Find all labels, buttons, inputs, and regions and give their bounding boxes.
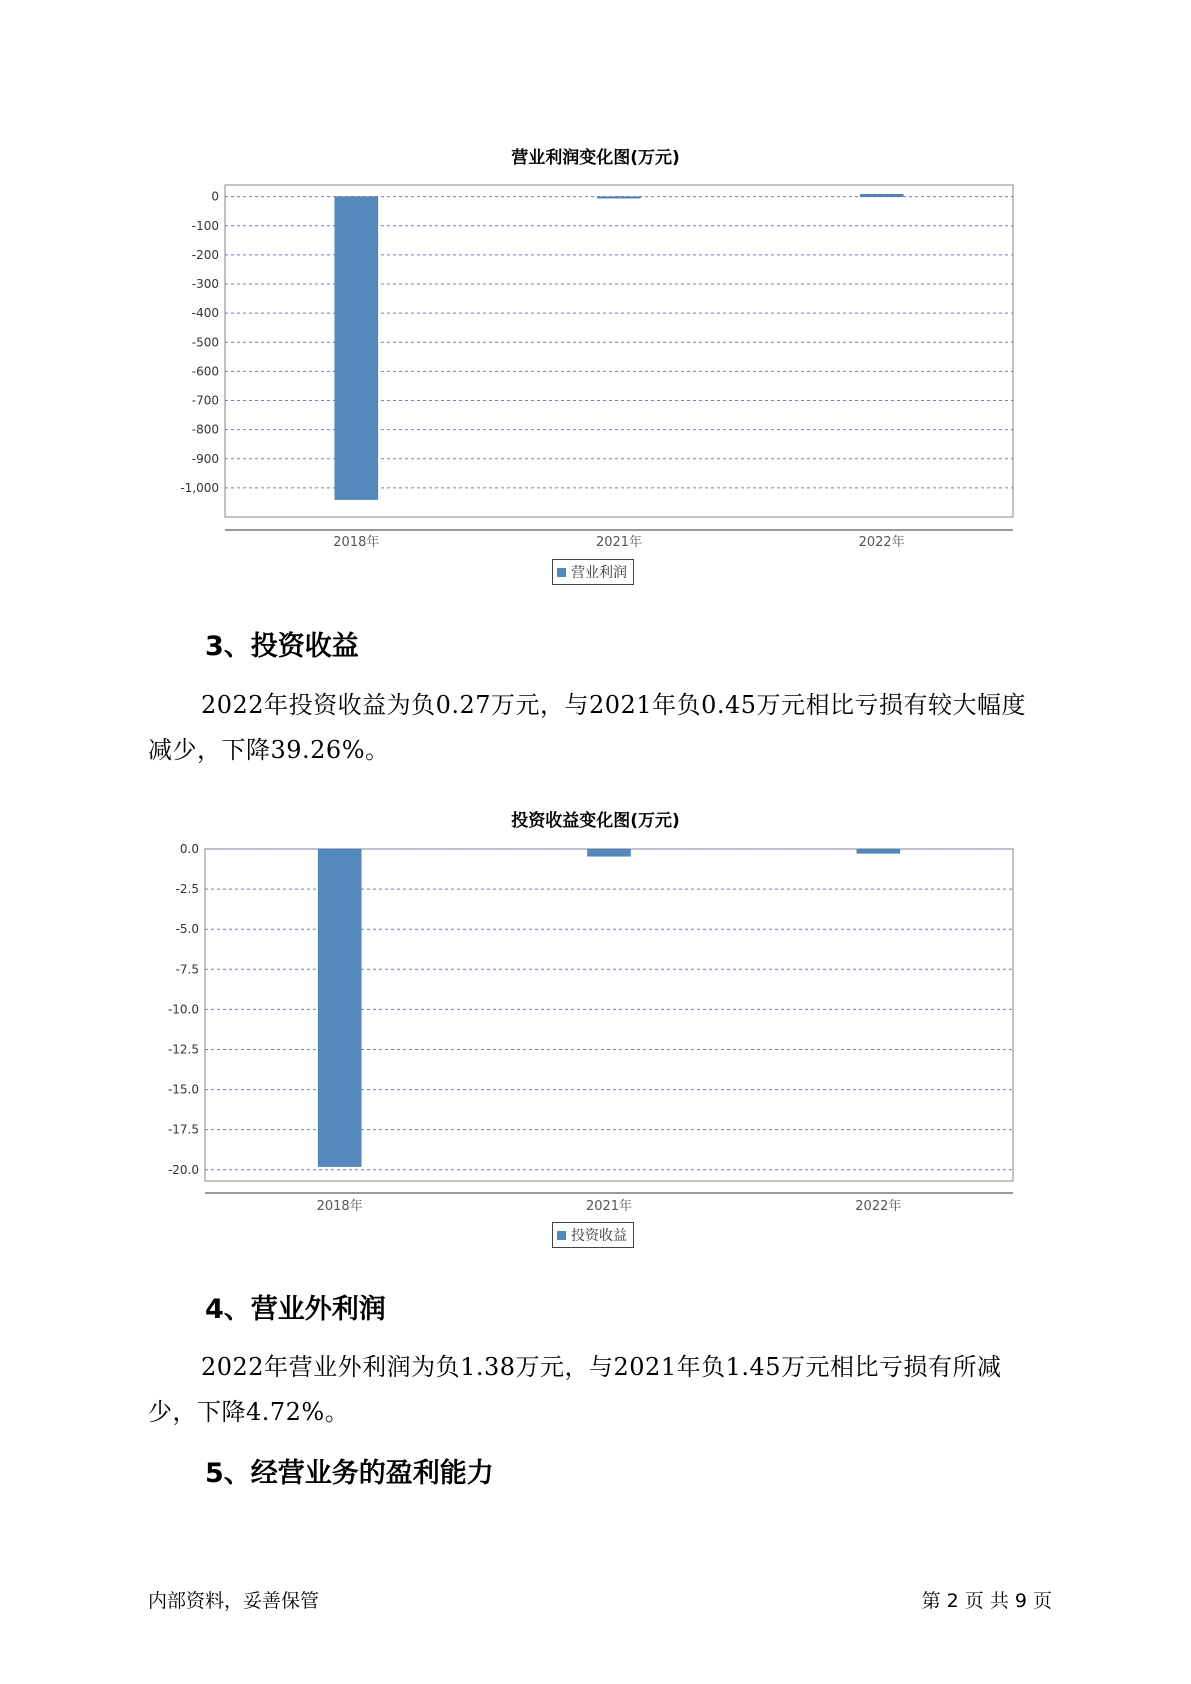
y-tick-label: -1,000	[180, 480, 219, 495]
y-tick-label: -200	[191, 247, 219, 262]
section-heading-non-operating: 4、营业外利润	[205, 1294, 386, 1325]
footer-page-number: 第 2 页 共 9 页	[921, 1590, 1052, 1612]
y-tick-label: 0.0	[179, 842, 199, 856]
y-tick-label: -900	[191, 451, 219, 466]
y-tick-label: 0	[211, 189, 219, 204]
y-tick-label: -10.0	[167, 1002, 199, 1017]
paragraph-investment: 2022年投资收益为负0.27万元，与2021年负0.45万元相比亏损有较大幅度减少，下降39.26%。	[148, 691, 1027, 764]
y-tick-label: -15.0	[167, 1082, 199, 1097]
section-heading-profitability: 5、经营业务的盈利能力	[205, 1458, 494, 1489]
y-tick-label: -800	[191, 422, 219, 437]
y-tick-label: -400	[191, 306, 219, 321]
y-tick-label: -600	[191, 364, 219, 379]
paragraph-non-operating: 2022年营业外利润为负1.38万元，与2021年负1.45万元相比亏损有所减少，下降4.72%。	[148, 1353, 1002, 1426]
y-tick-label: -500	[191, 335, 219, 350]
legend-label: 投资收益	[571, 1228, 627, 1244]
x-category-label: 2018年	[316, 1199, 363, 1214]
bar	[318, 849, 361, 1167]
y-tick-label: -300	[191, 277, 219, 292]
x-category-label: 2022年	[858, 535, 905, 550]
x-category-label: 2021年	[595, 535, 643, 550]
y-tick-label: -12.5	[167, 1042, 199, 1057]
chart-legend	[552, 1222, 634, 1248]
y-tick-label: -100	[191, 218, 219, 233]
y-tick-label: -20.0	[167, 1162, 199, 1177]
legend-label: 营业利润	[571, 565, 627, 581]
x-category-label: 2018年	[333, 535, 380, 550]
y-tick-label: -7.5	[175, 962, 199, 977]
legend-swatch	[557, 1231, 566, 1240]
footer-confidential-note: 内部资料，妥善保管	[148, 1590, 320, 1612]
chart-title: 投资收益变化图(万元)	[511, 811, 680, 831]
section-heading-investment: 3、投资收益	[205, 631, 359, 662]
y-tick-label: -17.5	[167, 1122, 199, 1137]
y-tick-label: -700	[191, 393, 219, 408]
bar	[588, 849, 631, 856]
y-tick-label: -5.0	[175, 922, 199, 937]
x-category-label: 2022年	[855, 1199, 902, 1214]
x-category-label: 2021年	[585, 1199, 633, 1214]
y-tick-label: -2.5	[175, 882, 199, 897]
bar	[857, 849, 900, 853]
chart-title: 营业利润变化图(万元)	[511, 148, 680, 168]
